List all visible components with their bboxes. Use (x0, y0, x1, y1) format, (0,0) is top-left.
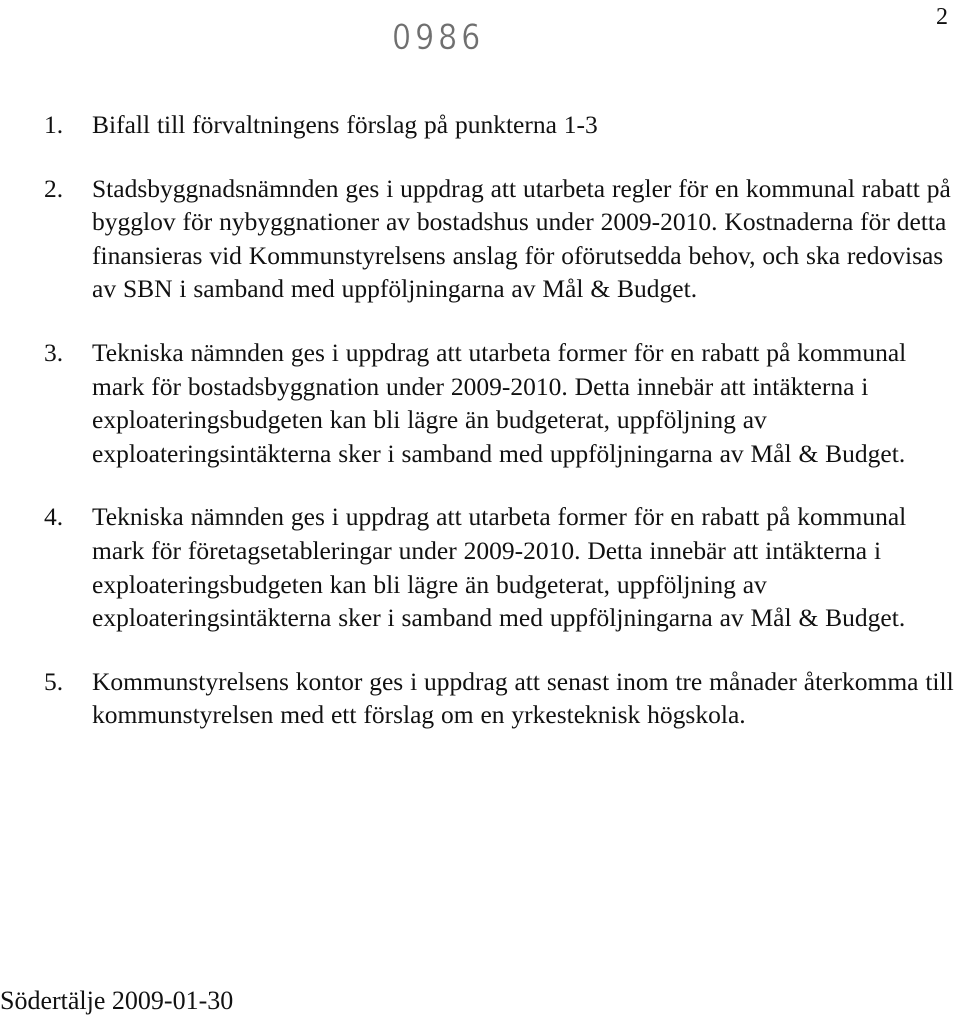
list-item (44, 108, 956, 142)
item-number: 2. (44, 173, 64, 203)
item-number: 1. (44, 110, 64, 139)
list-item (44, 500, 956, 634)
handwritten-stamp: 0986 (392, 18, 485, 59)
decision-list (44, 108, 956, 762)
item-number: 4. (44, 502, 64, 532)
item-number: 3. (44, 337, 64, 367)
list-item (44, 665, 956, 732)
item-text: Stadsbyggnadsnämnden ges i uppdrag att utarbeta regler för en kommunal rabatt på bygglov för nybyggnationer av bostadshus under 2009-2010. Kostnaderna för detta finansieras vid Kommunstyrelsens anslag för oförutsedda behov, och ska redovisas av SBN i samband med uppföljningarna av Mål & Budget. (92, 173, 951, 304)
item-text: Bifall till förvaltningens förslag på punkterna 1-3 (92, 110, 598, 139)
item-text: Tekniska nämnden ges i uppdrag att utarbeta former för en rabatt på kommunal mark för företagsetableringar under 2009-2010. Detta innebär att intäkterna i exploateringsbudgeten kan bli lägre än budgeterat, uppföljning av exploateringsintäkterna sker i samband med uppföljningarna av Mål & Budget. (92, 502, 907, 633)
list-item (44, 172, 956, 306)
page-number: 2 (936, 4, 948, 30)
place-and-date: Södertälje 2009-01-30 (0, 986, 234, 1015)
list-item (44, 336, 956, 470)
item-number: 5. (44, 666, 64, 696)
item-text: Kommunstyrelsens kontor ges i uppdrag att senast inom tre månader återkomma till kommunstyrelsen med ett förslag om en yrkesteknisk högskola. (92, 666, 954, 730)
item-text: Tekniska nämnden ges i uppdrag att utarbeta former för en rabatt på kommunal mark för bostadsbyggnation under 2009-2010. Detta innebär att intäkterna i exploateringsbudgeten kan bli lägre än budgeterat, uppföljning av exploateringsintäkterna sker i samband med uppföljningarna av Mål & Budget. (92, 337, 907, 468)
